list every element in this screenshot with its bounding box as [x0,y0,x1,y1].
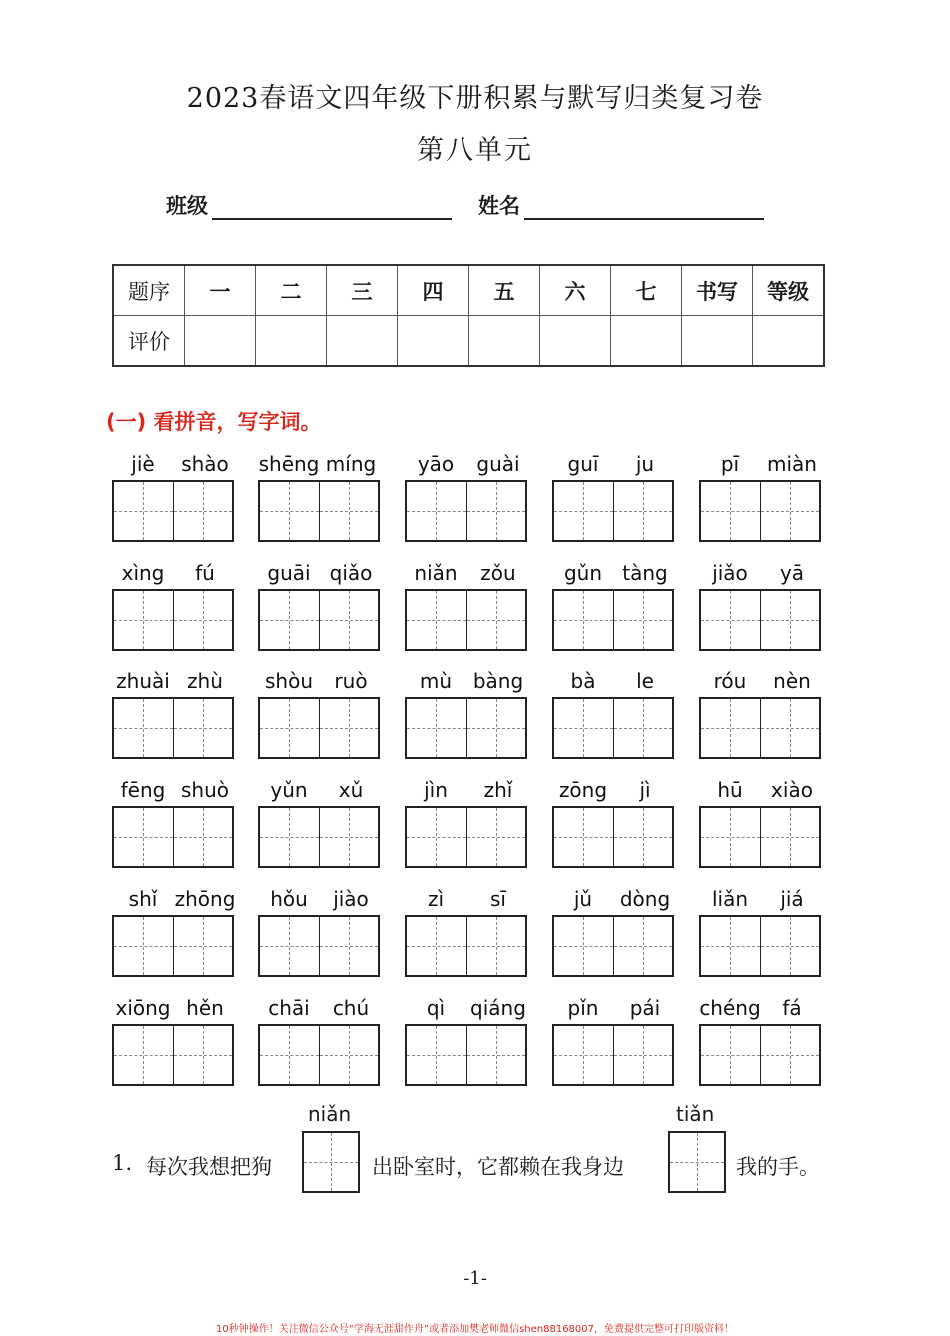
pinyin-syllable: guài [476,452,520,476]
writing-cell[interactable] [320,482,379,540]
writing-cell[interactable] [467,591,526,649]
pinyin-syllable: liǎn [711,887,749,911]
writing-cell[interactable] [407,1026,467,1084]
writing-cell[interactable] [467,1026,526,1084]
pinyin-syllable: hū [717,778,743,802]
writing-boxes [112,1024,234,1086]
writing-boxes [552,480,674,542]
word-pinyin [258,778,382,802]
sentence-part-3: 我的手。 [736,1155,820,1179]
writing-boxes [405,806,527,868]
writing-cell[interactable] [260,808,320,866]
name-label: 姓名 [478,194,520,218]
pinyin-syllable: guī [567,452,599,476]
word-pinyin [699,669,823,693]
writing-boxes [112,589,234,651]
writing-cell[interactable] [260,1026,320,1084]
footer-note: 10秒钟操作！关注微信公众号“学海无涯甜作舟”或者添加樊老师微信shen88168007，免费提供完整可打印版资料！ [215,1324,735,1335]
col-3: 三 [327,265,398,316]
writing-cell[interactable] [320,699,379,757]
pinyin-syllable: niǎn [414,561,458,585]
writing-cell[interactable] [320,917,379,975]
word-pinyin [405,996,529,1020]
pinyin-syllable: chéng [699,996,761,1020]
writing-cell[interactable] [701,591,761,649]
writing-cell[interactable] [174,808,233,866]
pinyin-syllable: sī [490,887,506,911]
writing-cell[interactable] [174,482,233,540]
word-pinyin [112,996,236,1020]
writing-cell[interactable] [320,808,379,866]
col-writing: 书写 [682,265,753,316]
pinyin-syllable: yǔn [270,778,308,802]
writing-cell[interactable] [554,699,614,757]
word-pinyin [699,996,823,1020]
writing-cell[interactable] [174,699,233,757]
pinyin-syllable: shēng [258,452,320,476]
score-table [112,264,825,367]
writing-cell[interactable] [614,917,673,975]
word-pinyin [552,996,676,1020]
writing-cell[interactable] [467,699,526,757]
pinyin-syllable: xiōng [115,996,171,1020]
writing-cell[interactable] [407,482,467,540]
word-pinyin [405,452,529,476]
pinyin-syllable: zōng [558,778,608,802]
section-title: (一) 看拼音，写字词。 [106,410,322,434]
page-title: 2023春语文四年级下册积累与默写归类复习卷 [186,83,764,114]
writing-cell[interactable] [614,591,673,649]
writing-cell[interactable] [114,808,174,866]
writing-cell[interactable] [701,1026,761,1084]
writing-cell[interactable] [701,917,761,975]
word-pinyin [405,561,529,585]
pinyin-syllable: jiǎo [712,561,748,585]
writing-cell[interactable] [614,482,673,540]
blank-1-box[interactable] [302,1131,360,1193]
eval-cell[interactable] [611,316,682,367]
writing-cell[interactable] [614,699,673,757]
writing-cell[interactable] [467,808,526,866]
pinyin-syllable: nèn [773,669,811,693]
sentence-part-1: 每次我想把狗 [146,1155,272,1179]
writing-boxes [258,915,380,977]
pinyin-syllable: shǐ [128,887,158,911]
word-pinyin [112,452,236,476]
writing-boxes [699,1024,821,1086]
eval-cell[interactable] [398,316,469,367]
writing-boxes [258,806,380,868]
eval-cell[interactable] [469,316,540,367]
class-label: 班级 [166,194,208,218]
writing-cell[interactable] [761,699,820,757]
writing-cell[interactable] [467,917,526,975]
pinyin-syllable: fá [782,996,802,1020]
writing-cell[interactable] [174,591,233,649]
pinyin-syllable: tàng [622,561,668,585]
pinyin-syllable: hěn [186,996,224,1020]
word-pinyin [699,887,823,911]
writing-boxes [552,589,674,651]
writing-cell[interactable] [554,808,614,866]
pinyin-syllable: fēng [120,778,166,802]
writing-boxes [699,480,821,542]
writing-boxes [699,589,821,651]
pinyin-syllable: zhù [187,669,223,693]
pinyin-syllable: chāi [268,996,310,1020]
col-2: 二 [256,265,327,316]
score-header-row [113,265,824,316]
word-pinyin [405,887,529,911]
writing-boxes [112,806,234,868]
pinyin-syllable: bàng [472,669,524,693]
class-field[interactable] [166,190,452,220]
writing-cell[interactable] [761,808,820,866]
pinyin-syllable: ju [635,452,655,476]
pinyin-syllable: hǒu [270,887,308,911]
writing-boxes [112,480,234,542]
word-pinyin [112,561,236,585]
pinyin-syllable: zì [427,887,445,911]
writing-boxes [552,806,674,868]
eval-cell[interactable] [753,316,825,367]
pinyin-syllable: xìng [121,561,165,585]
writing-boxes [405,589,527,651]
eval-cell[interactable] [540,316,611,367]
writing-cell[interactable] [467,482,526,540]
word-pinyin [112,669,236,693]
writing-cell[interactable] [260,591,320,649]
col-5: 五 [469,265,540,316]
pinyin-syllable: xiào [771,778,813,802]
col-1: 一 [185,265,256,316]
word-pinyin [258,669,382,693]
writing-cell[interactable] [114,1026,174,1084]
writing-cell[interactable] [761,482,820,540]
writing-boxes [405,1024,527,1086]
pinyin-syllable: yāo [417,452,455,476]
pinyin-syllable: qiáng [470,996,526,1020]
pinyin-syllable: jiá [780,887,804,911]
pinyin-syllable: yā [779,561,805,585]
writing-boxes [258,480,380,542]
sentence-number: 1. [112,1151,133,1175]
writing-cell[interactable] [407,591,467,649]
pinyin-syllable: gǔn [563,561,603,585]
eval-cell[interactable] [327,316,398,367]
pinyin-syllable: ruò [334,669,368,693]
word-pinyin [112,778,236,802]
word-pinyin [699,561,823,585]
word-pinyin [552,452,676,476]
word-pinyin [699,778,823,802]
pinyin-syllable: míng [325,452,377,476]
pinyin-syllable: shuò [180,778,229,802]
writing-cell[interactable] [320,591,379,649]
pinyin-syllable: pī [720,452,740,476]
sentence-part-2: 出卧室时，它都赖在我身边 [372,1155,624,1179]
pinyin-syllable: mù [419,669,453,693]
blank-1-pinyin: niǎn [308,1102,352,1126]
writing-boxes [112,697,234,759]
col-grade: 等级 [753,265,825,316]
pinyin-syllable: zhǐ [483,778,513,802]
writing-cell[interactable] [114,917,174,975]
writing-boxes [699,915,821,977]
pinyin-syllable: qì [426,996,446,1020]
row-label-order: 题序 [113,265,185,316]
writing-cell[interactable] [761,1026,820,1084]
writing-boxes [699,806,821,868]
writing-boxes [552,697,674,759]
writing-cell[interactable] [174,917,233,975]
writing-cell[interactable] [407,917,467,975]
word-pinyin [552,887,676,911]
name-field[interactable] [478,190,764,220]
word-pinyin [552,669,676,693]
pinyin-syllable: jiào [333,887,369,911]
writing-boxes [405,480,527,542]
word-pinyin [552,778,676,802]
name-blank[interactable] [524,196,764,220]
word-pinyin [258,452,382,476]
word-pinyin [112,887,236,911]
word-pinyin [552,561,676,585]
word-pinyin [258,996,382,1020]
class-blank[interactable] [212,196,452,220]
score-eval-row [113,316,824,367]
pinyin-syllable: bà [570,669,596,693]
pinyin-syllable: le [636,669,654,693]
pinyin-syllable: zhōng [174,887,236,911]
writing-boxes [405,697,527,759]
pinyin-syllable: jìn [424,778,448,802]
writing-cell[interactable] [320,1026,379,1084]
pinyin-syllable: miàn [767,452,817,476]
word-pinyin [405,778,529,802]
pinyin-syllable: pái [629,996,661,1020]
writing-cell[interactable] [174,1026,233,1084]
row-label-eval: 评价 [113,316,185,367]
writing-cell[interactable] [761,917,820,975]
writing-boxes [405,915,527,977]
writing-cell[interactable] [554,482,614,540]
writing-cell[interactable] [701,482,761,540]
pinyin-syllable: jǔ [573,887,593,911]
pinyin-syllable: xǔ [338,778,364,802]
page-number: -1- [463,1268,487,1289]
writing-cell[interactable] [614,808,673,866]
writing-cell[interactable] [554,917,614,975]
unit-subtitle: 第八单元 [417,135,533,166]
pinyin-syllable: zhuài [116,669,170,693]
writing-cell[interactable] [614,1026,673,1084]
writing-cell[interactable] [761,591,820,649]
writing-cell[interactable] [407,808,467,866]
writing-boxes [258,589,380,651]
writing-boxes [552,915,674,977]
writing-cell[interactable] [407,699,467,757]
writing-cell[interactable] [114,591,174,649]
writing-cell[interactable] [701,808,761,866]
writing-cell[interactable] [260,917,320,975]
pinyin-syllable: jiè [131,452,155,476]
eval-cell[interactable] [185,316,256,367]
word-pinyin [258,887,382,911]
pinyin-syllable: qiǎo [329,561,373,585]
writing-cell[interactable] [114,699,174,757]
pinyin-syllable: jì [639,778,651,802]
eval-cell[interactable] [682,316,753,367]
pinyin-syllable: fú [195,561,215,585]
col-6: 六 [540,265,611,316]
writing-cell[interactable] [554,591,614,649]
writing-cell[interactable] [260,482,320,540]
eval-cell[interactable] [256,316,327,367]
writing-cell[interactable] [260,699,320,757]
word-pinyin [405,669,529,693]
col-4: 四 [398,265,469,316]
pinyin-syllable: róu [713,669,747,693]
word-pinyin [258,561,382,585]
writing-boxes [112,915,234,977]
pinyin-syllable: guāi [267,561,311,585]
pinyin-syllable: pǐn [567,996,599,1020]
writing-cell[interactable] [554,1026,614,1084]
writing-cell[interactable] [114,482,174,540]
writing-boxes [258,1024,380,1086]
pinyin-syllable: chú [332,996,370,1020]
blank-2-box[interactable] [668,1131,726,1193]
writing-boxes [258,697,380,759]
pinyin-syllable: dòng [619,887,671,911]
word-pinyin [699,452,823,476]
pinyin-syllable: shòu [264,669,313,693]
col-7: 七 [611,265,682,316]
blank-2-pinyin: tiǎn [676,1102,715,1126]
writing-cell[interactable] [701,699,761,757]
writing-boxes [699,697,821,759]
writing-boxes [552,1024,674,1086]
pinyin-syllable: zǒu [480,561,516,585]
pinyin-syllable: shào [181,452,229,476]
